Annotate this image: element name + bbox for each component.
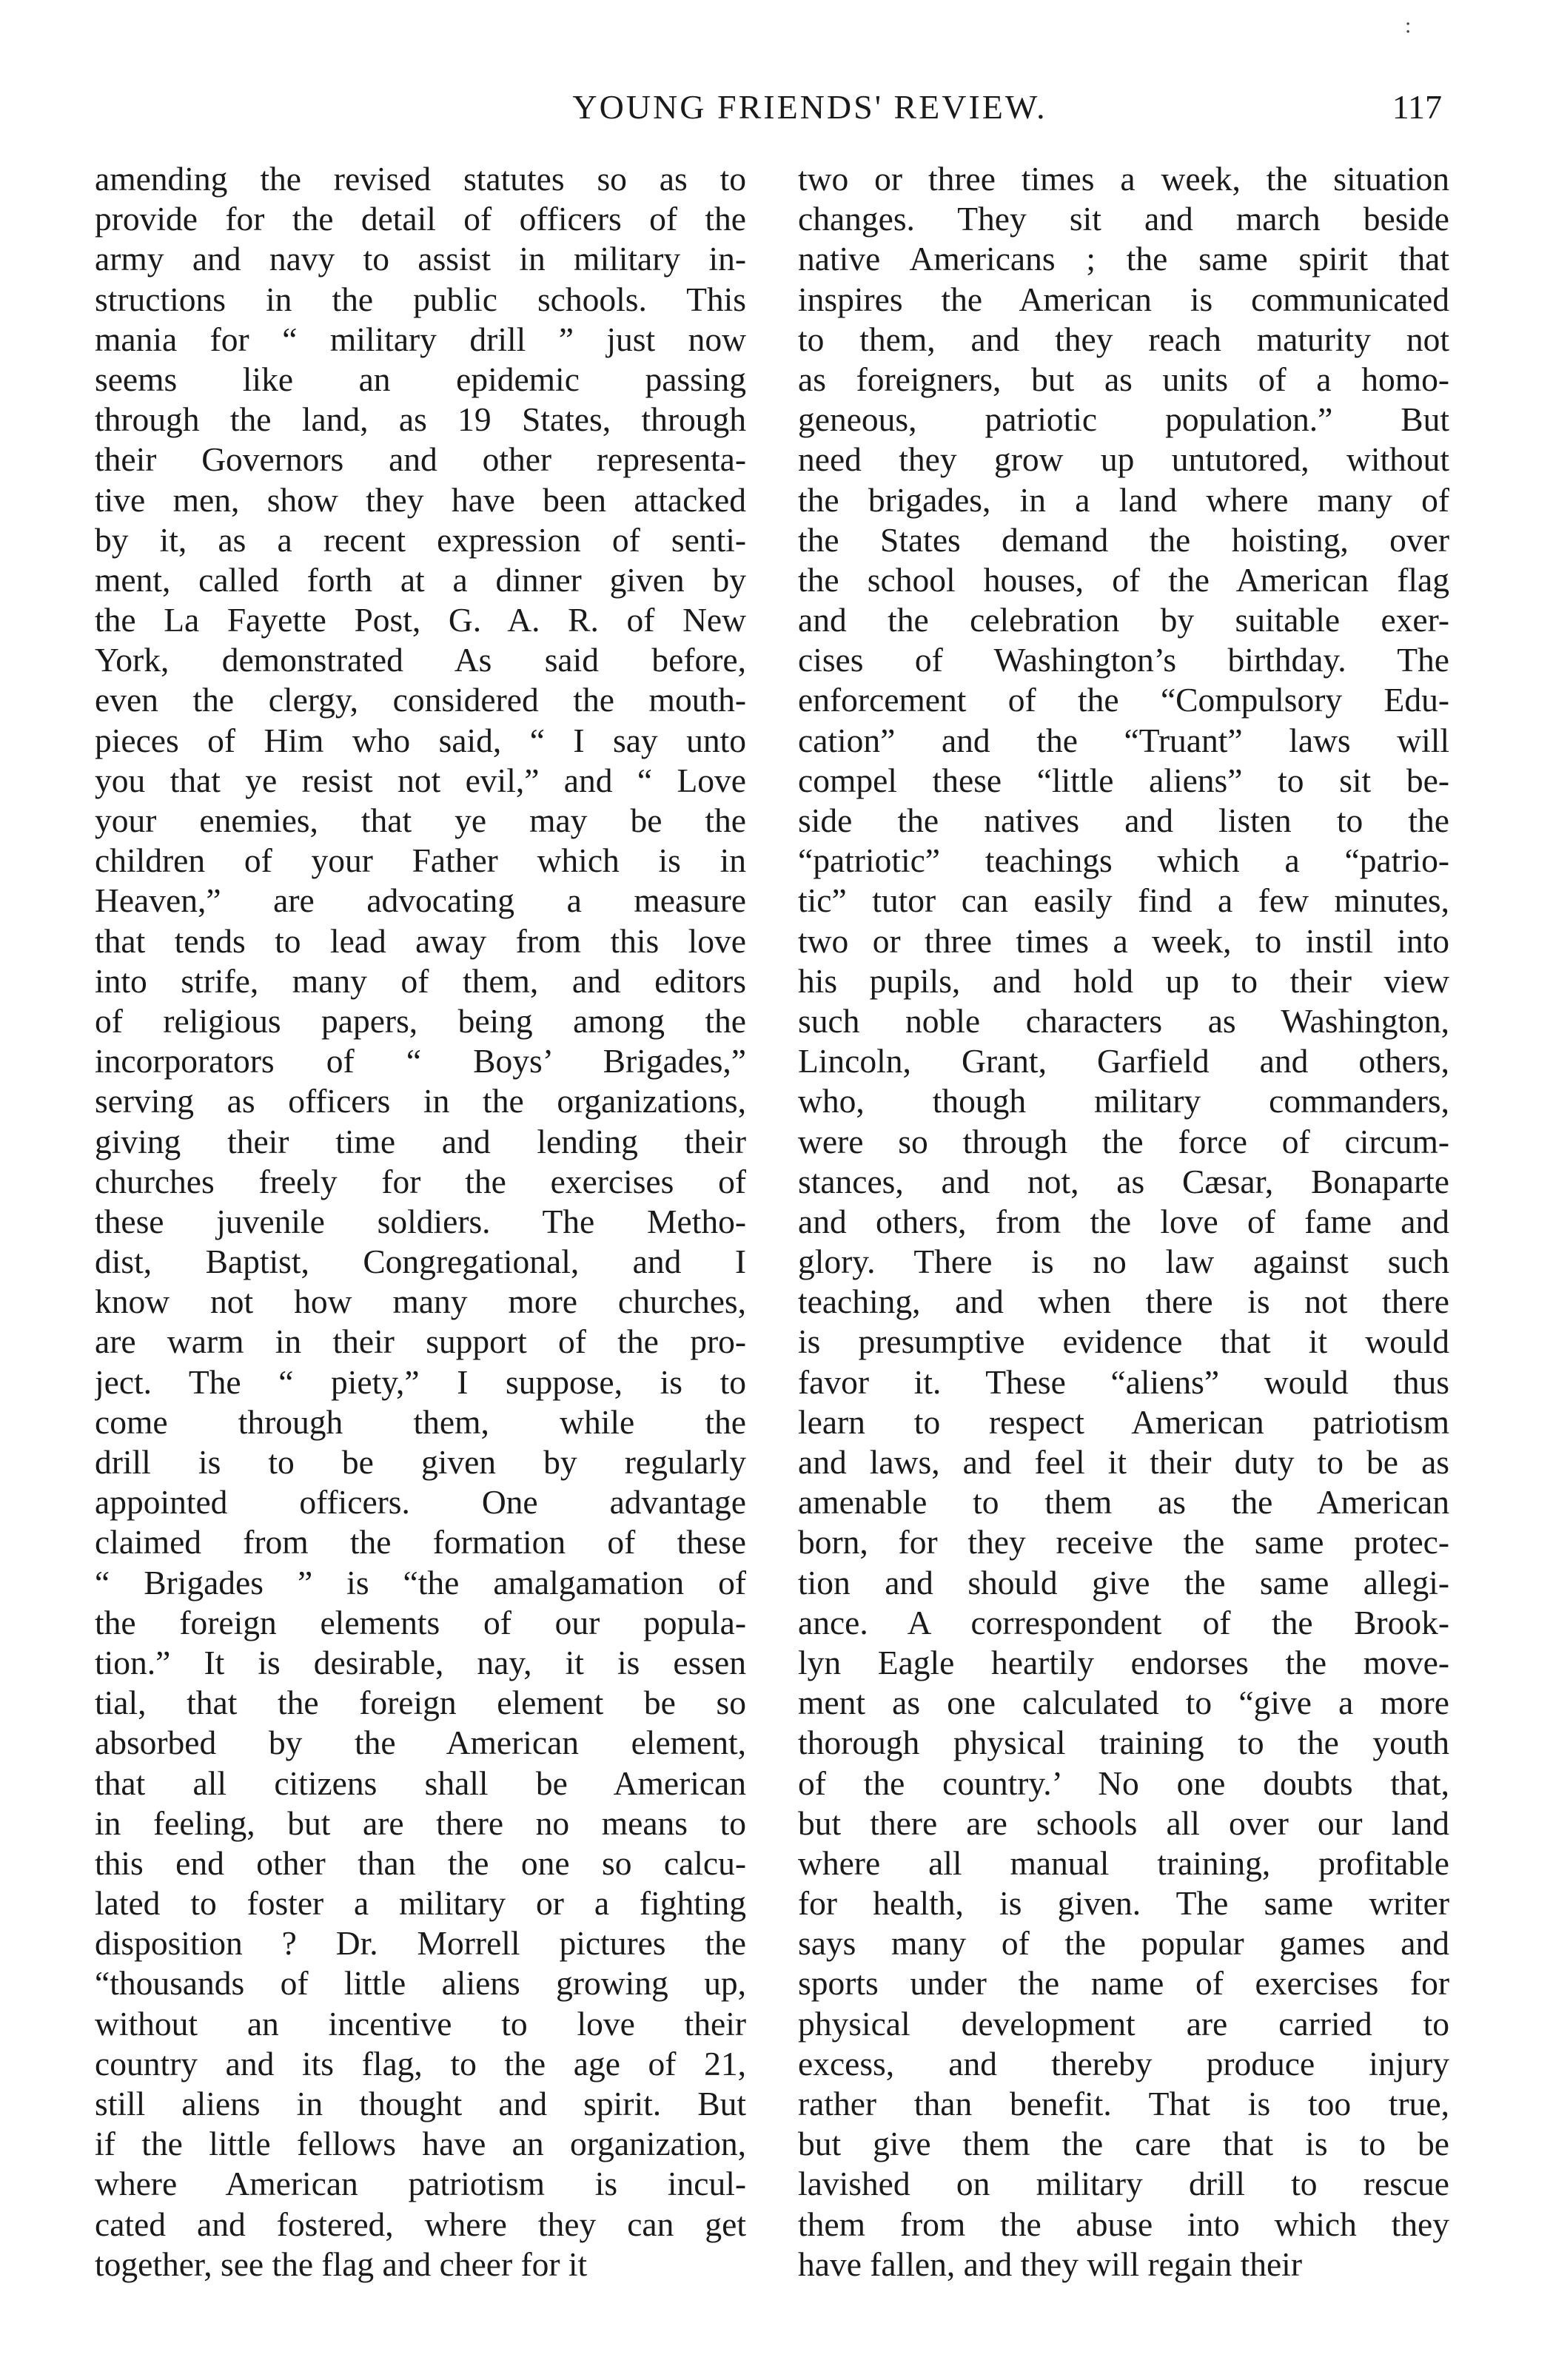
text-line: the States demand the hoisting, over [798, 520, 1449, 559]
text-line: excess, and thereby produce injury [798, 2044, 1449, 2082]
text-line: in feeling, but are there no means to [95, 1804, 746, 1842]
text-line: says many of the popular games and [798, 1924, 1449, 1963]
text-line: Lincoln, Grant, Garfield and others, [798, 1042, 1449, 1080]
text-line: by it, as a recent expression of senti- [95, 520, 746, 559]
text-line: even the clergy, considered the mouth- [95, 681, 746, 719]
text-line: tic” tutor can easily find a few minutes, [798, 881, 1449, 920]
text-line: and laws, and feel it their duty to be as [798, 1443, 1449, 1481]
text-line: you that ye resist not evil,” and “ Love [95, 761, 746, 799]
text-line: two or three times a week, the situation [798, 160, 1449, 198]
text-line: appointed officers. One advantage [95, 1483, 746, 1522]
text-line: native Americans ; the same spirit that [798, 240, 1449, 278]
text-line: the school houses, of the American flag [798, 560, 1449, 599]
text-line: were so through the force of circum- [798, 1122, 1449, 1160]
right-text-column [798, 159, 1449, 2285]
text-line: claimed from the formation of these [95, 1523, 746, 1562]
text-line: “thousands of little aliens growing up, [95, 1964, 746, 2003]
text-line: side the natives and listen to the [798, 801, 1449, 839]
text-line: have fallen, and they will regain their [798, 2245, 1302, 2283]
text-line: to them, and they reach maturity not [798, 320, 1449, 358]
text-line: where American patriotism is incul- [95, 2165, 746, 2203]
text-line: but give them the care that is to be [798, 2125, 1449, 2163]
text-line: cated and fostered, where they can get [95, 2205, 746, 2243]
text-line: born, for they receive the same protec- [798, 1523, 1449, 1562]
text-line: amenable to them as the American [798, 1483, 1449, 1522]
text-line: such noble characters as Washington, [798, 1001, 1449, 1040]
text-line: the La Fayette Post, G. A. R. of New [95, 601, 746, 639]
text-line: provide for the detail of officers of the [95, 200, 746, 238]
text-line: favor it. These “aliens” would thus [798, 1362, 1449, 1401]
text-line: that all citizens shall be American [95, 1764, 746, 1802]
text-line: come through them, while the [95, 1402, 746, 1441]
text-line: know not how many more churches, [95, 1283, 746, 1321]
text-line: York, demonstrated As said before, [95, 641, 746, 679]
text-line: of religious papers, being among the [95, 1001, 746, 1040]
text-line: and the celebration by suitable exer- [798, 601, 1449, 639]
text-line: is presumptive evidence that it would [798, 1322, 1449, 1361]
text-line: without an incentive to love their [95, 2004, 746, 2043]
text-line: who, though military commanders, [798, 1082, 1449, 1120]
text-line: lated to foster a military or a fighting [95, 1884, 746, 1923]
text-line: physical development are carried to [798, 2004, 1449, 2043]
margin-speck: : [1405, 13, 1412, 38]
text-line: lyn Eagle heartily endorses the move- [798, 1643, 1449, 1681]
text-line: as foreigners, but as units of a homo- [798, 360, 1449, 398]
text-line: amending the revised statutes so as to [95, 160, 746, 198]
text-line: that tends to lead away from this love [95, 921, 746, 960]
text-line: cation” and the “Truant” laws will [798, 721, 1449, 759]
running-head [96, 87, 1457, 139]
text-line: incorporators of “ Boys’ Brigades,” [95, 1042, 746, 1080]
text-line: need they grow up untutored, without [798, 440, 1449, 479]
text-line: seems like an epidemic passing [95, 360, 746, 398]
text-line: army and navy to assist in military in- [95, 240, 746, 278]
text-line: enforcement of the “Compulsory Edu- [798, 681, 1449, 719]
text-line: and others, from the love of fame and [798, 1202, 1449, 1240]
text-line: churches freely for the exercises of [95, 1162, 746, 1200]
page-number: 117 [1392, 88, 1442, 126]
text-line: structions in the public schools. This [95, 280, 746, 318]
text-line: ment as one calculated to “give a more [798, 1684, 1449, 1722]
text-line: ject. The “ piety,” I suppose, is to [95, 1362, 746, 1401]
text-line: ment, called forth at a dinner given by [95, 560, 746, 599]
text-line: into strife, many of them, and editors [95, 961, 746, 1000]
text-line: serving as officers in the organizations, [95, 1082, 746, 1120]
text-line: their Governors and other representa- [95, 440, 746, 479]
text-line: but there are schools all over our land [798, 1804, 1449, 1842]
text-line: this end other than the one so calcu- [95, 1843, 746, 1882]
text-line: your enemies, that ye may be the [95, 801, 746, 839]
text-line: thorough physical training to the youth [798, 1724, 1449, 1762]
text-line: the brigades, in a land where many of [798, 480, 1449, 519]
text-line: learn to respect American patriotism [798, 1402, 1449, 1441]
text-line: his pupils, and hold up to their view [798, 961, 1449, 1000]
text-line: changes. They sit and march beside [798, 200, 1449, 238]
text-line: still aliens in thought and spirit. But [95, 2085, 746, 2122]
text-line: where all manual training, profitable [798, 1843, 1449, 1882]
text-line: sports under the name of exercises for [798, 1964, 1449, 2003]
text-line: together, see the flag and cheer for it [95, 2245, 588, 2283]
text-line: geneous, patriotic population.” But [798, 400, 1449, 439]
text-line: “patriotic” teachings which a “patrio- [798, 841, 1449, 880]
text-line: pieces of Him who said, “ I say unto [95, 721, 746, 759]
text-line: lavished on military drill to rescue [798, 2165, 1449, 2203]
text-line: if the little fellows have an organization, [95, 2125, 746, 2163]
text-line: for health, is given. The same writer [798, 1884, 1449, 1923]
text-line: them from the abuse into which they [798, 2205, 1449, 2243]
text-line: children of your Father which is in [95, 841, 746, 880]
text-line: giving their time and lending their [95, 1122, 746, 1160]
journal-title: YOUNG FRIENDS' REVIEW. [572, 88, 1047, 126]
text-line: tion.” It is desirable, nay, it is essen [95, 1643, 746, 1681]
text-line: the foreign elements of our popula- [95, 1603, 746, 1641]
text-line: drill is to be given by regularly [95, 1443, 746, 1481]
text-line: through the land, as 19 States, through [95, 400, 746, 439]
text-line: disposition ? Dr. Morrell pictures the [95, 1924, 746, 1963]
text-line: country and its flag, to the age of 21, [95, 2044, 746, 2082]
text-line: these juvenile soldiers. The Metho- [95, 1202, 746, 1240]
text-line: glory. There is no law against such [798, 1243, 1449, 1281]
text-line: Heaven,” are advocating a measure [95, 881, 746, 920]
text-line: teaching, and when there is not there [798, 1283, 1449, 1321]
text-line: are warm in their support of the pro- [95, 1322, 746, 1361]
text-line: absorbed by the American element, [95, 1724, 746, 1762]
left-text-column [95, 159, 746, 2285]
text-line: “ Brigades ” is “the amalgamation of [95, 1563, 746, 1601]
text-line: two or three times a week, to instil into [798, 921, 1449, 960]
text-line: mania for “ military drill ” just now [95, 320, 746, 358]
text-line: tion and should give the same allegi- [798, 1563, 1449, 1601]
text-line: compel these “little aliens” to sit be- [798, 761, 1449, 799]
text-line: tial, that the foreign element be so [95, 1684, 746, 1722]
text-line: cises of Washington’s birthday. The [798, 641, 1449, 679]
text-line: ance. A correspondent of the Brook- [798, 1603, 1449, 1641]
text-line: rather than benefit. That is too true, [798, 2085, 1449, 2122]
text-line: dist, Baptist, Congregational, and I [95, 1243, 746, 1281]
text-line: of the country.’ No one doubts that, [798, 1764, 1449, 1802]
text-line: tive men, show they have been attacked [95, 480, 746, 519]
text-line: stances, and not, as Cæsar, Bonaparte [798, 1162, 1449, 1200]
text-line: inspires the American is communicated [798, 280, 1449, 318]
